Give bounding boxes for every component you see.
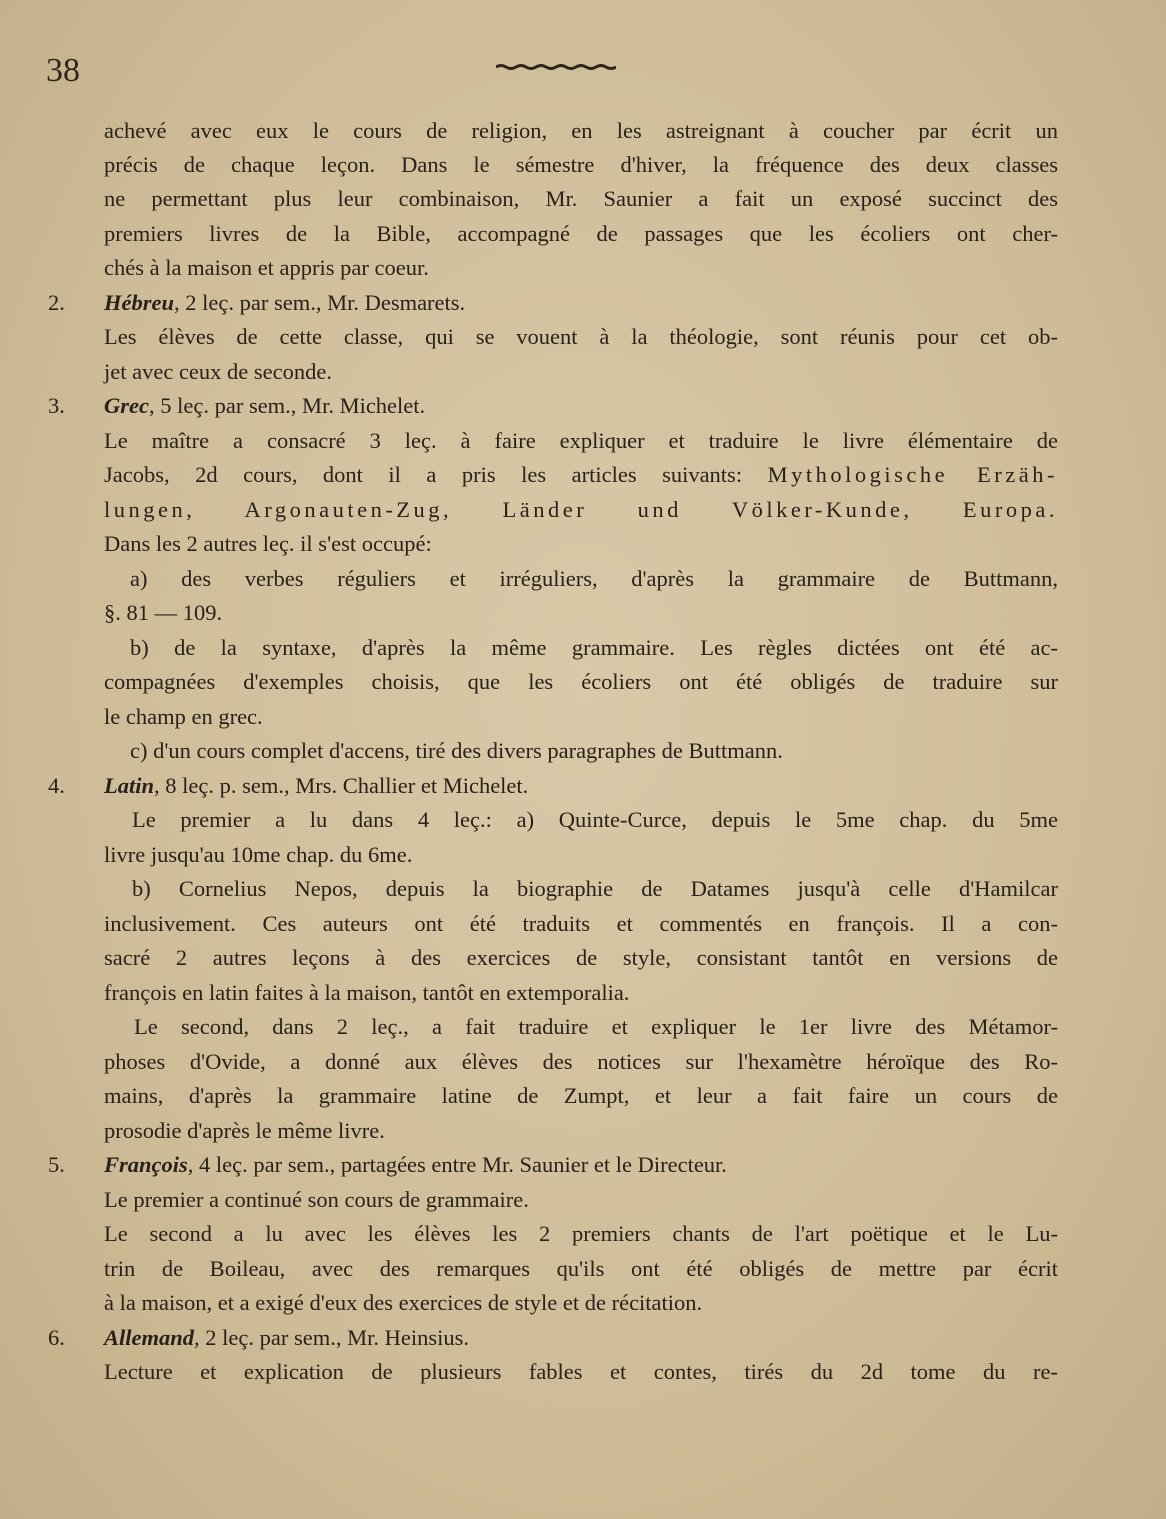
section-number: 6.	[48, 1325, 65, 1350]
line-text: Le premier a lu dans 4 leç.: a) Quinte-Curce, depuis le 5me chap. du 5me	[132, 807, 1058, 832]
subject-name: Latin	[104, 773, 155, 798]
line-text: Dans les 2 autres leç. il s'est occupé:	[104, 531, 432, 556]
text-line	[132, 807, 1058, 833]
line-text: c) d'un cours complet d'accens, tiré des divers paragraphes de Buttmann.	[130, 738, 783, 763]
line-text: premiers livres de la Bible, accompagné de passages que les écoliers ont cher-	[104, 221, 1058, 246]
text-line	[104, 911, 1058, 937]
subject-name: Hébreu	[104, 290, 174, 315]
text-line	[104, 1152, 1058, 1178]
text-line	[104, 669, 1058, 695]
text-line	[130, 738, 1058, 764]
text-line	[104, 773, 1058, 799]
line-text: jet avec ceux de seconde.	[104, 359, 332, 384]
line-text: précis de chaque leçon. Dans le sémestre d'hiver, la fréquence des deux classes	[104, 152, 1058, 177]
text-line	[130, 566, 1058, 592]
line-text: , 5 leç. par sem., Mr. Michelet.	[148, 393, 426, 418]
text-line	[104, 186, 1058, 212]
section-number: 2.	[48, 290, 65, 315]
line-text: compagnées d'exemples choisis, que les écoliers ont été obligés de traduire sur	[104, 669, 1058, 694]
text-line	[104, 1325, 1058, 1351]
line-text: achevé avec eux le cours de religion, en les astreignant à coucher par écrit un	[104, 118, 1058, 143]
line-text: a) des verbes réguliers et irréguliers, d'après la grammaire de Buttmann,	[130, 566, 1058, 591]
line-text: mains, d'après la grammaire latine de Zumpt, et leur a fait faire un cours de	[104, 1083, 1058, 1108]
text-line	[104, 497, 1058, 523]
line-text: , 8 leç. p. sem., Mrs. Challier et Michelet.	[154, 773, 529, 798]
line-text: §. 81 — 109.	[104, 600, 223, 625]
line-text: Les élèves de cette classe, qui se vouent à la théologie, sont réunis pour cet ob-	[104, 324, 1058, 349]
subject-name: Allemand	[104, 1325, 195, 1350]
section-number: 5.	[48, 1152, 65, 1177]
page-number: 38	[46, 52, 80, 89]
spaced-title: lungen, Argonauten-Zug, Länder und Völker-Kunde, Europa.	[104, 497, 1058, 522]
text-line	[104, 1221, 1058, 1247]
line-text: françois en latin faites à la maison, tantôt en extemporalia.	[104, 980, 630, 1005]
line-text: , 2 leç. par sem., Mr. Heinsius.	[194, 1325, 469, 1350]
line-text: Le premier a continué son cours de grammaire.	[104, 1187, 529, 1212]
subject-name: François	[104, 1152, 188, 1177]
text-line	[104, 945, 1058, 971]
line-text: sacré 2 autres leçons à des exercices de style, consistant tantôt en versions de	[104, 945, 1058, 970]
text-line	[104, 255, 1058, 281]
text-line	[104, 842, 1058, 868]
text-line	[104, 1083, 1058, 1109]
line-text: trin de Boileau, avec des remarques qu'ils ont été obligés de mettre par écrit	[104, 1256, 1058, 1281]
text-line	[104, 600, 1058, 626]
text-line	[104, 393, 1058, 419]
line-text: inclusivement. Ces auteurs ont été traduits et commentés en françois. Il a con-	[104, 911, 1058, 936]
line-text: à la maison, et a exigé d'eux des exercices de style et de récitation.	[104, 1290, 703, 1315]
text-line	[130, 635, 1058, 661]
line-text: , 2 leç. par sem., Mr. Desmarets.	[174, 290, 466, 315]
subject-name: Grec	[104, 393, 149, 418]
line-text: Le second a lu avec les élèves les 2 premiers chants de l'art poëtique et le Lu-	[104, 1221, 1058, 1246]
text-line	[104, 980, 1058, 1006]
line-text: b) Cornelius Nepos, depuis la biographie de Datames jusqu'à celle d'Hamilcar	[132, 876, 1058, 901]
line-text: Le maître a consacré 3 leç. à faire expliquer et traduire le livre élémentaire de	[104, 428, 1058, 453]
text-line	[104, 462, 1058, 488]
text-line	[134, 1014, 1058, 1040]
line-text: prosodie d'après le même livre.	[104, 1118, 385, 1143]
line-text: Lecture et explication de plusieurs fables et contes, tirés du 2d tome du re-	[104, 1359, 1058, 1384]
text-line	[104, 428, 1058, 454]
text-line	[104, 704, 1058, 730]
line-text: b) de la syntaxe, d'après la même grammaire. Les règles dictées ont été ac-	[130, 635, 1058, 660]
text-line	[104, 1049, 1058, 1075]
line-text: Le second, dans 2 leç., a fait traduire et expliquer le 1er livre des Métamor-	[134, 1014, 1058, 1039]
line-text: ne permettant plus leur combinaison, Mr. Saunier a fait un exposé succinct des	[104, 186, 1058, 211]
text-line	[104, 290, 1058, 316]
spaced-title: Mythologische Erzäh-	[767, 462, 1058, 487]
text-line	[104, 324, 1058, 350]
line-text: le champ en grec.	[104, 704, 263, 729]
text-line	[132, 876, 1058, 902]
text-line	[104, 221, 1058, 247]
section-number: 4.	[48, 773, 65, 798]
section-number: 3.	[48, 393, 65, 418]
header-ornament	[496, 64, 616, 70]
text-line	[104, 531, 1058, 557]
text-line	[104, 1359, 1058, 1385]
text-line	[104, 1187, 1058, 1213]
text-line	[104, 1118, 1058, 1144]
text-line	[104, 152, 1058, 178]
line-text: chés à la maison et appris par coeur.	[104, 255, 429, 280]
line-text: phoses d'Ovide, a donné aux élèves des notices sur l'hexamètre héroïque des Ro-	[104, 1049, 1058, 1074]
text-line	[104, 1256, 1058, 1282]
text-line	[104, 1290, 1058, 1316]
text-line	[104, 359, 1058, 385]
line-text: livre jusqu'au 10me chap. du 6me.	[104, 842, 413, 867]
line-text: Jacobs, 2d cours, dont il a pris les articles suivants:	[104, 462, 768, 487]
text-line	[104, 118, 1058, 144]
line-text: , 4 leç. par sem., partagées entre Mr. Saunier et le Directeur.	[187, 1152, 727, 1177]
